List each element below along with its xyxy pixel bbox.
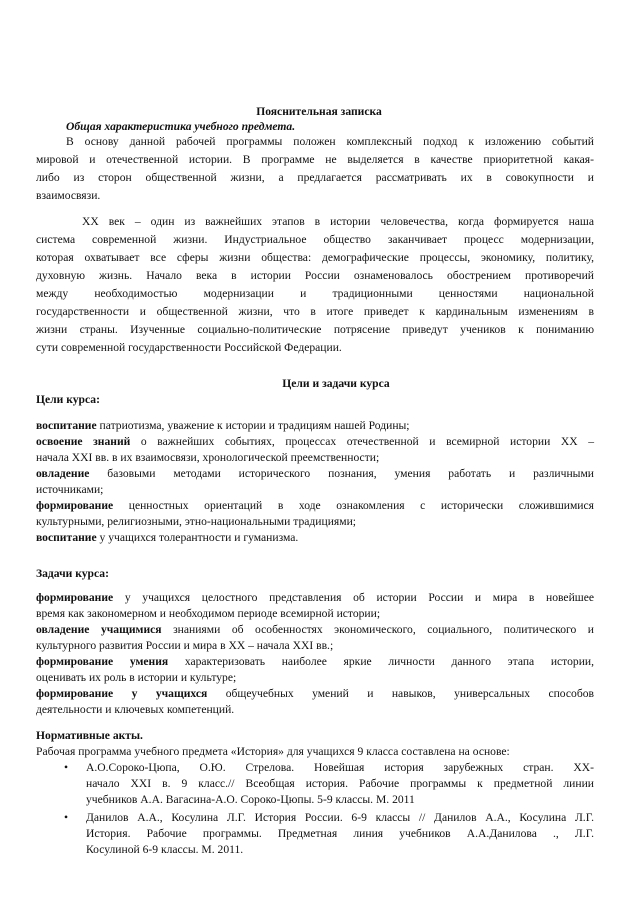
intro-line: взаимосвязи. [36, 189, 101, 202]
century-line: государственности и общественной жизни, что в итоге приведет к кардинальным изменениям в [36, 305, 594, 318]
intro-line: либо из сторон общественной жизни, а предлагается рассматривать их в совокупности и [36, 171, 594, 184]
century-line: духовную жизнь. Начало века в истории России ознаменовалось обострением противоречий [36, 269, 594, 282]
century-line: XX век – один из важнейших этапов в истории человечества, когда формируется наша [82, 215, 594, 228]
century-line: между необходимостью модернизации и традиционными ценностями национальной [36, 287, 594, 300]
task-item: время как закономерном и необходимом периоде всемирной истории; [36, 607, 381, 620]
task-item: формирование у учащихся общеучебных умений и навыков, универсальных способов [36, 687, 594, 700]
norms-intro: Рабочая программа учебного предмета «История» для учащихся 9 класса составлена на основе: [36, 745, 510, 758]
page-title: Пояснительная записка [256, 105, 382, 118]
task-item: формирование умения характеризовать наиболее яркие личности данного этапа истории, [36, 655, 595, 668]
goal-item: формирование ценностных ориентаций в ходе ознакомления с исторически сложившимися [36, 499, 594, 512]
goals-heading: Цели и задачи курса [282, 377, 390, 390]
bullet-line: А.О.Сороко-Цюпа, О.Ю. Стрелова. Новейшая история зарубежных стран. XX- [86, 761, 594, 774]
century-line: которая охватывает все сферы жизни общества: демографические процессы, экономику, политику, [36, 251, 594, 264]
century-line: жизни страны. Изученные социально-политические потрясение приведут учеников к пониманию [36, 323, 594, 336]
task-item: формирование у учащихся целостного представления об истории России и мира в новейшее [36, 591, 594, 604]
task-item: оценивать их роль в истории и культуре; [36, 671, 237, 684]
century-line: система современной жизни. Индустриальное общество заканчивает процесс модернизации, [36, 233, 594, 246]
intro-line: В основу данной рабочей программы положен комплексный подход к изложению событий [66, 135, 594, 148]
goal-item: воспитание у учащихся толерантности и гуманизма. [36, 531, 299, 544]
bullet-icon: • [64, 811, 69, 824]
intro-line: мировой и отечественной истории. В программе не выделяется в качестве приоритетной какая- [36, 153, 594, 166]
goal-item: культурными, религиозными, этно-национальными традициями; [36, 515, 357, 528]
bullet-line: начало XXI в. 9 класс.// Всеобщая история. Рабочие программы к предметной линии [86, 777, 594, 790]
goal-item: воспитание патриотизма, уважение к истории и традициям нашей Родины; [36, 419, 410, 432]
goal-item: начала XXI вв. в их взаимосвязи, хронологической преемственности; [36, 451, 380, 464]
general-heading: Общая характеристика учебного предмета. [66, 120, 296, 133]
goal-item: источниками; [36, 483, 104, 496]
century-line: сути современной государственности Российской Федерации. [36, 341, 342, 354]
bullet-icon: • [64, 761, 69, 774]
norms-heading: Нормативные акты. [36, 729, 143, 742]
bullet-line: История. Рабочие программы. Предметная линия учебников А.А.Данилова ., Л.Г. [86, 827, 594, 840]
task-item: овладение учащимися знаниями об особенностях экономического, социального, политического и [36, 623, 594, 636]
task-item: культурного развития России и мира в XX – начала XXI вв.; [36, 639, 334, 652]
tasks-subheading: Задачи курса: [36, 567, 109, 580]
task-item: деятельности и ключевых компетенций. [36, 703, 235, 716]
goals-subheading: Цели курса: [36, 393, 100, 406]
goal-item: освоение знаний о важнейших событиях, процессах отечественной и всемирной истории XX – [36, 435, 594, 448]
bullet-line: Данилов А.А., Косулина Л.Г. История России. 6-9 классы // Данилов А.А., Косулина Л.Г. [86, 811, 594, 824]
bullet-line: учебников А.А. Вагасина-А.О. Сороко-Цюпы. 5-9 классы. М. 2011 [86, 793, 415, 806]
bullet-line: Косулиной 6-9 классы. М. 2011. [86, 843, 244, 856]
goal-item: овладение базовыми методами исторического познания, умения работать и различными [36, 467, 594, 480]
